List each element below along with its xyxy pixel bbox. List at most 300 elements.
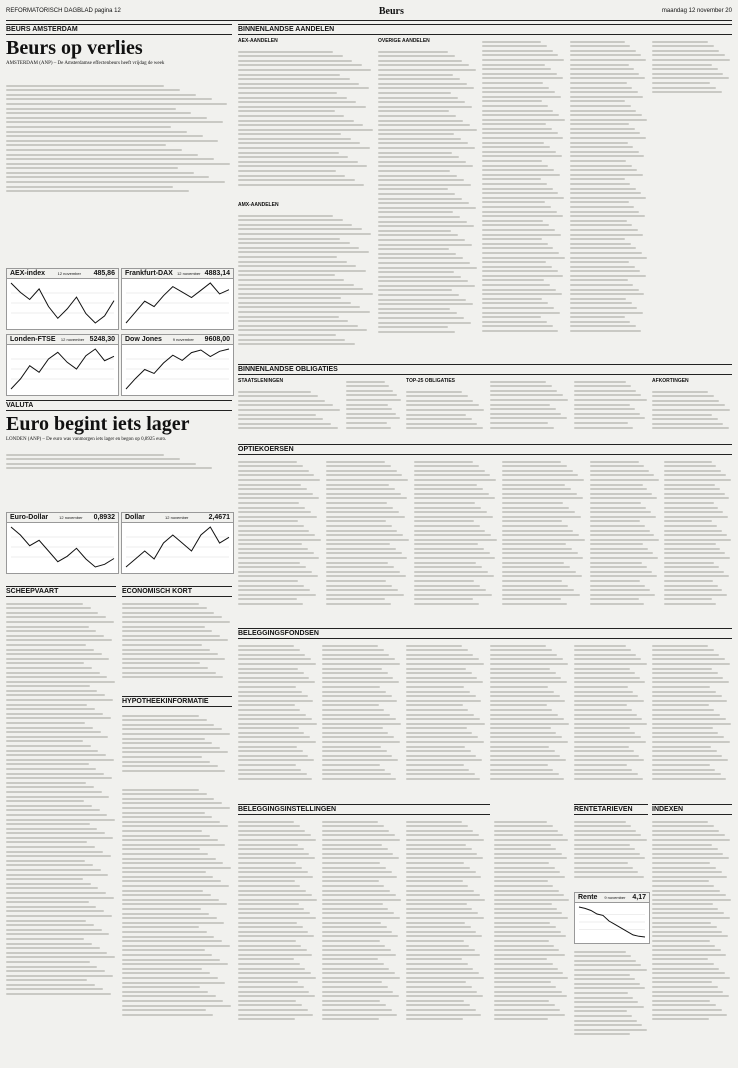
text-line: [238, 681, 315, 683]
text-line: [6, 786, 94, 788]
text-line: [482, 82, 543, 84]
issue-date: maandag 12 november 20: [661, 8, 732, 14]
text-line: [238, 552, 314, 554]
text-line: [122, 940, 222, 942]
text-line: [570, 302, 632, 304]
text-line: [322, 741, 400, 743]
text-line: [238, 525, 304, 527]
text-line: [574, 773, 638, 775]
text-line: [570, 270, 640, 272]
text-line: [490, 668, 550, 670]
text-line: [322, 963, 384, 965]
text-line: [6, 731, 101, 733]
aex-aandelen-heading: AEX-AANDELEN: [238, 38, 278, 44]
paper-name: REFORMATORISCH DAGBLAD pagina 12: [6, 8, 121, 14]
text-line: [652, 839, 730, 841]
overige-aandelen-heading: OVERIGE AANDELEN: [378, 38, 430, 44]
text-line: [6, 144, 166, 146]
text-line: [122, 977, 218, 979]
optiekoersen-col-2: [326, 458, 410, 622]
text-line: [502, 566, 570, 568]
text-line: [574, 732, 635, 734]
text-line: [122, 972, 210, 974]
valuta-body-text: [6, 451, 232, 481]
text-line: [322, 1009, 392, 1011]
text-line: [490, 727, 551, 729]
text-line: [238, 750, 303, 752]
text-line: [6, 653, 102, 655]
chart-aex: [6, 268, 119, 330]
text-line: [406, 645, 462, 647]
text-line: [502, 580, 562, 582]
text-line: [122, 751, 228, 753]
text-line: [570, 243, 631, 245]
text-line: [652, 741, 730, 743]
text-line: [322, 981, 382, 983]
text-line: [482, 270, 558, 272]
text-line: [574, 654, 636, 656]
text-line: [482, 77, 563, 79]
chart-dollar-plot: [122, 523, 233, 571]
text-line: [570, 110, 636, 112]
text-line: [482, 330, 558, 332]
text-line: [652, 922, 711, 924]
indexen-heading: INDEXEN: [652, 804, 732, 815]
text-line: [482, 298, 542, 300]
text-line: [6, 135, 203, 137]
text-line: [652, 876, 727, 878]
text-line: [122, 858, 216, 860]
text-line: [652, 848, 718, 850]
text-line: [414, 488, 483, 490]
text-line: [482, 307, 554, 309]
text-line: [502, 548, 572, 550]
text-line: [414, 539, 497, 541]
text-line: [574, 1029, 647, 1031]
text-line: [652, 64, 712, 66]
text-line: [378, 262, 470, 264]
text-line: [406, 404, 479, 406]
text-line: [346, 427, 391, 429]
chart-londen-value: 5248,30: [89, 336, 115, 343]
text-line: [590, 571, 652, 573]
text-line: [570, 238, 625, 240]
text-line: [378, 64, 469, 66]
text-line: [322, 977, 400, 979]
text-line: [238, 958, 294, 960]
text-line: [482, 206, 551, 208]
staatsleningen-heading: STAATSLENINGEN: [238, 378, 284, 384]
text-line: [494, 871, 560, 873]
text-line: [490, 732, 556, 734]
text-line: [238, 247, 359, 249]
fondsen-col-2: [322, 642, 402, 798]
text-line: [6, 961, 90, 963]
text-line: [326, 594, 404, 596]
text-line: [494, 940, 549, 942]
text-line: [238, 461, 297, 463]
text-line: [238, 270, 366, 272]
text-line: [482, 252, 559, 254]
text-line: [326, 603, 391, 605]
text-line: [122, 667, 208, 669]
text-line: [570, 220, 627, 222]
text-line: [6, 662, 84, 664]
text-line: [346, 381, 385, 383]
text-line: [238, 963, 300, 965]
text-line: [414, 497, 495, 499]
text-line: [652, 908, 718, 910]
chart-euro-dollar-title: Euro-Dollar: [10, 514, 49, 521]
text-line: [238, 1000, 296, 1002]
text-line: [378, 317, 464, 319]
text-line: [322, 825, 384, 827]
text-line: [490, 413, 561, 415]
text-line: [494, 917, 568, 919]
text-line: [406, 764, 464, 766]
text-line: [574, 848, 635, 850]
text-line: [590, 543, 643, 545]
text-line: [238, 949, 307, 951]
text-line: [494, 867, 555, 869]
text-line: [238, 228, 362, 230]
text-line: [322, 885, 384, 887]
chart-euro-dollar-plot: [7, 523, 118, 571]
obligaties-table-5: [574, 378, 648, 436]
text-line: [238, 1018, 295, 1020]
text-line: [406, 963, 468, 965]
text-line: [574, 736, 641, 738]
text-line: [238, 917, 316, 919]
text-line: [570, 178, 625, 180]
text-line: [490, 417, 567, 419]
text-line: [122, 991, 208, 993]
text-line: [322, 991, 393, 993]
text-line: [570, 275, 646, 277]
text-line: [652, 45, 714, 47]
text-line: [406, 732, 472, 734]
text-line: [238, 598, 297, 600]
text-line: [406, 894, 480, 896]
text-line: [652, 404, 725, 406]
text-line: [574, 862, 628, 864]
text-line: [414, 484, 477, 486]
text-line: [406, 908, 472, 910]
text-line: [490, 381, 546, 383]
text-line: [238, 256, 337, 258]
text-line: [122, 635, 220, 637]
text-line: [322, 926, 387, 928]
text-line: [122, 876, 213, 878]
text-line: [482, 229, 555, 231]
text-line: [326, 557, 407, 559]
text-line: [238, 663, 316, 665]
text-line: [494, 903, 552, 905]
text-line: [6, 154, 198, 156]
text-line: [494, 945, 554, 947]
text-line: [664, 575, 729, 577]
text-line: [238, 142, 360, 144]
text-line: [414, 543, 478, 545]
text-line: [502, 474, 578, 476]
text-line: [482, 312, 560, 314]
text-line: [590, 479, 659, 481]
text-line: [570, 105, 631, 107]
text-line: [122, 765, 218, 767]
text-line: [574, 1010, 627, 1012]
text-line: [570, 87, 632, 89]
text-line: [238, 184, 364, 186]
text-line: [652, 903, 713, 905]
text-line: [378, 106, 472, 108]
text-line: [326, 479, 408, 481]
text-line: [494, 954, 565, 956]
text-line: [502, 530, 573, 532]
text-line: [122, 658, 225, 660]
text-line: [652, 773, 721, 775]
text-line: [238, 74, 340, 76]
text-line: [574, 821, 626, 823]
text-line: [322, 935, 398, 937]
aandelen-heading: BINNENLANDSE AANDELEN: [238, 24, 732, 35]
text-line: [414, 580, 474, 582]
text-line: [322, 645, 378, 647]
text-line: [238, 152, 339, 154]
text-line: [238, 746, 297, 748]
text-line: [652, 778, 726, 780]
text-line: [652, 894, 726, 896]
text-line: [406, 750, 471, 752]
economisch-kort-heading: ECONOMISCH KORT: [122, 586, 232, 597]
text-line: [490, 718, 564, 720]
text-line: [378, 234, 458, 236]
text-line: [322, 695, 392, 697]
text-line: [482, 275, 563, 277]
text-line: [406, 935, 482, 937]
text-line: [238, 755, 308, 757]
text-line: [238, 497, 319, 499]
text-line: [238, 981, 298, 983]
text-line: [652, 686, 710, 688]
text-line: [346, 385, 389, 387]
text-line: [652, 954, 726, 956]
text-line: [502, 520, 562, 522]
text-line: [570, 160, 626, 162]
beleggingsinstellingen-heading: BELEGGINGSINSTELLINGEN: [238, 804, 490, 815]
text-line: [238, 511, 311, 513]
text-line: [122, 963, 228, 965]
text-line: [574, 964, 641, 966]
text-line: [574, 983, 640, 985]
text-line: [6, 993, 111, 995]
text-line: [406, 714, 474, 716]
text-line: [590, 461, 639, 463]
text-line: [490, 663, 568, 665]
text-line: [570, 64, 629, 66]
beurs-body-text: [6, 82, 232, 262]
text-line: [494, 991, 562, 993]
text-line: [490, 769, 553, 771]
text-line: [322, 750, 387, 752]
text-line: [122, 621, 230, 623]
text-line: [326, 516, 405, 518]
text-line: [502, 507, 569, 509]
text-line: [378, 280, 468, 282]
text-line: [122, 607, 207, 609]
text-line: [482, 123, 546, 125]
text-line: [6, 167, 178, 169]
fondsen-col-4: [490, 642, 570, 798]
text-line: [406, 695, 476, 697]
optiekoersen-block: [238, 444, 732, 456]
text-line: [406, 658, 479, 660]
text-line: [482, 279, 544, 281]
text-line: [238, 293, 373, 295]
text-line: [122, 894, 211, 896]
text-line: [574, 677, 640, 679]
obligaties-table-4: [490, 378, 570, 436]
text-line: [326, 575, 406, 577]
text-line: [122, 945, 230, 947]
text-line: [494, 890, 559, 892]
text-line: [6, 814, 107, 816]
text-line: [238, 654, 305, 656]
hypotheek-table: [122, 786, 232, 1048]
text-line: [122, 644, 202, 646]
text-line: [482, 188, 553, 190]
text-line: [406, 663, 484, 665]
text-line: [490, 746, 549, 748]
text-line: [570, 96, 643, 98]
text-line: [502, 589, 574, 591]
text-line: [482, 59, 564, 61]
text-line: [6, 89, 180, 91]
text-line: [326, 488, 395, 490]
text-line: [6, 717, 111, 719]
text-line: [406, 1018, 463, 1020]
text-line: [574, 759, 644, 761]
text-line: [238, 400, 325, 402]
text-line: [378, 69, 476, 71]
text-line: [652, 414, 712, 416]
text-line: [494, 968, 558, 970]
text-line: [652, 87, 716, 89]
text-line: [406, 880, 463, 882]
text-line: [238, 649, 300, 651]
text-line: [6, 458, 180, 460]
text-line: [406, 654, 473, 656]
text-line: [652, 82, 710, 84]
text-line: [238, 1009, 308, 1011]
text-line: [490, 404, 550, 406]
text-line: [238, 589, 310, 591]
text-line: [322, 848, 388, 850]
text-line: [6, 740, 83, 742]
text-line: [590, 516, 656, 518]
text-line: [590, 598, 639, 600]
text-line: [574, 997, 633, 999]
text-line: [652, 672, 718, 674]
text-line: [322, 917, 400, 919]
text-line: [378, 101, 465, 103]
text-line: [6, 956, 115, 958]
text-line: [6, 938, 84, 940]
text-line: [122, 812, 205, 814]
text-line: [664, 493, 725, 495]
page-footer: [6, 1055, 732, 1063]
text-line: [378, 188, 448, 190]
text-line: [238, 92, 337, 94]
text-line: [664, 589, 722, 591]
text-line: [326, 543, 390, 545]
text-line: [406, 912, 478, 914]
text-line: [238, 414, 316, 416]
text-line: [482, 155, 562, 157]
text-line: [574, 668, 630, 670]
chart-dowjones-title: Dow Jones: [125, 336, 162, 343]
text-line: [574, 390, 636, 392]
text-line: [482, 224, 549, 226]
optiekoersen-col-6: [664, 458, 732, 622]
text-line: [122, 662, 200, 664]
text-line: [238, 404, 333, 406]
text-line: [322, 839, 400, 841]
text-line: [238, 302, 351, 304]
text-line: [406, 825, 468, 827]
text-line: [414, 598, 473, 600]
text-line: [6, 463, 196, 465]
text-line: [122, 676, 223, 678]
text-line: [574, 1006, 644, 1008]
text-line: [122, 738, 205, 740]
text-line: [406, 414, 466, 416]
chart-aex-title: AEX-index: [10, 270, 46, 277]
text-line: [122, 724, 214, 726]
text-line: [494, 935, 566, 937]
chart-rente-value: 4,17: [632, 894, 646, 901]
text-line: [322, 880, 379, 882]
text-line: [664, 562, 714, 564]
text-line: [482, 119, 565, 121]
text-line: [378, 78, 460, 80]
text-line: [502, 594, 580, 596]
text-line: [652, 834, 725, 836]
text-line: [590, 511, 651, 513]
text-line: [238, 418, 323, 420]
text-line: [570, 284, 633, 286]
text-line: [326, 497, 407, 499]
text-line: [494, 1000, 549, 1002]
text-line: [490, 750, 555, 752]
text-line: [414, 516, 493, 518]
text-line: [238, 391, 311, 393]
text-line: [378, 221, 467, 223]
text-line: [238, 645, 294, 647]
text-line: [570, 169, 637, 171]
text-line: [122, 719, 207, 721]
text-line: [6, 98, 212, 100]
text-line: [406, 972, 479, 974]
text-line: [574, 709, 632, 711]
text-line: [494, 834, 563, 836]
text-line: [378, 312, 457, 314]
text-line: [574, 769, 632, 771]
text-line: [570, 132, 640, 134]
text-line: [406, 995, 483, 997]
text-line: [406, 418, 472, 420]
text-line: [322, 945, 385, 947]
text-line: [122, 959, 220, 961]
